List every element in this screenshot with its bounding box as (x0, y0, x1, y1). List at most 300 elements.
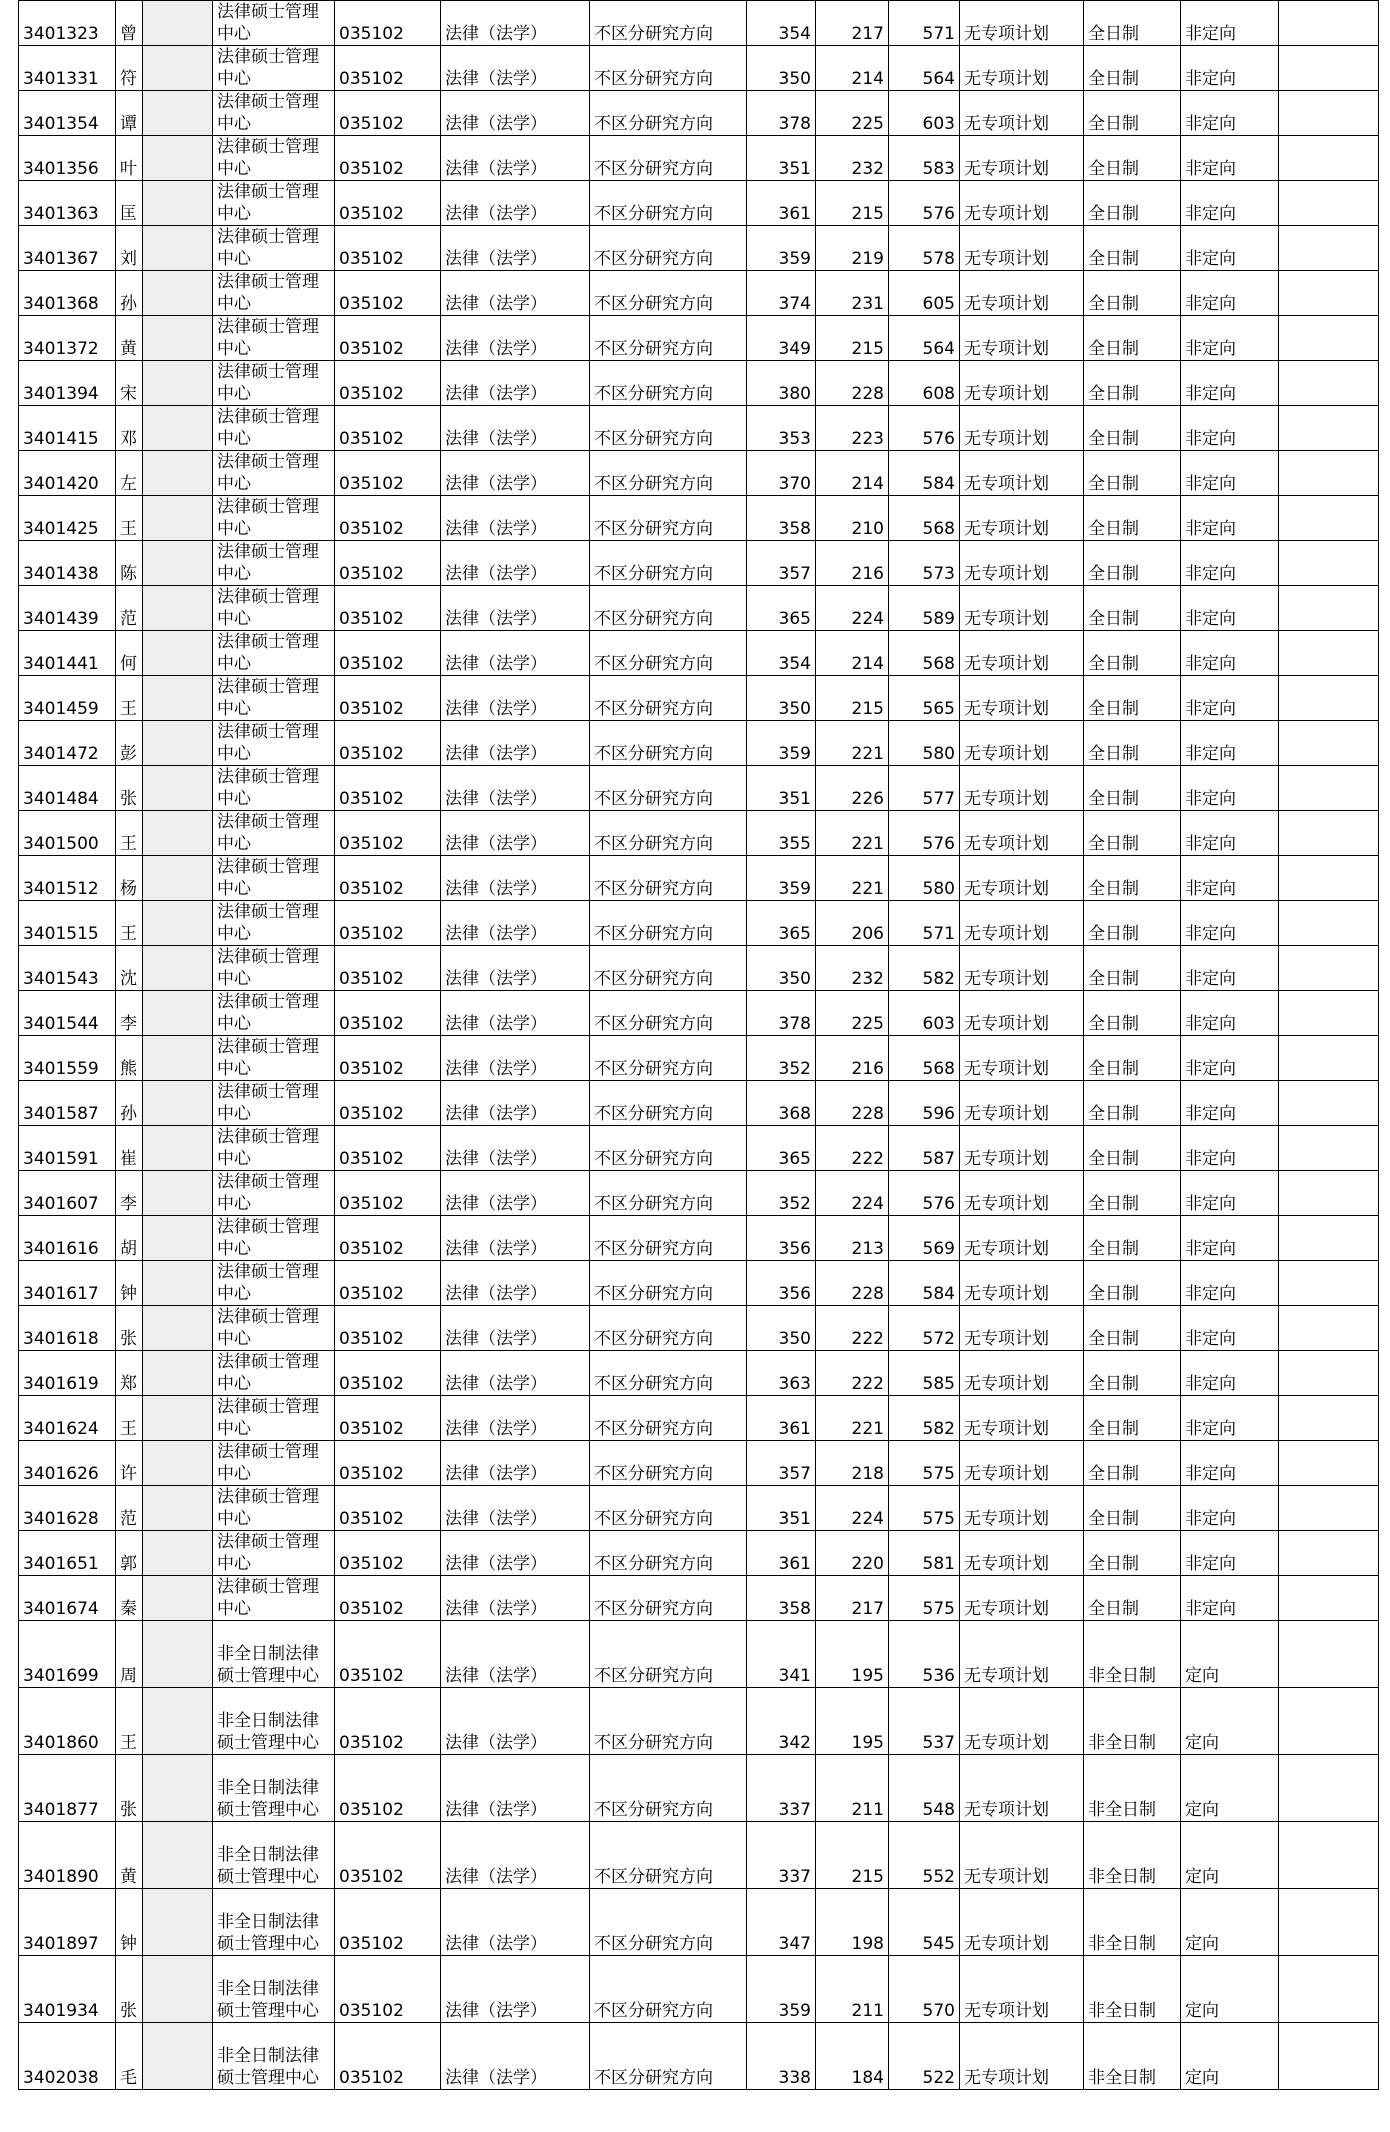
cell-name: 张 (116, 1956, 143, 2023)
cell-study-mode: 全日制 (1084, 586, 1181, 631)
cell-score-2: 232 (816, 136, 889, 181)
cell-department: 法律硕士管理中心 (213, 991, 335, 1036)
cell-score-1: 354 (747, 1, 816, 46)
cell-total-score: 575 (889, 1486, 960, 1531)
cell-remarks (1279, 541, 1379, 586)
cell-redacted (143, 1441, 213, 1486)
cell-special-plan: 无专项计划 (960, 1889, 1084, 1956)
cell-total-score: 568 (889, 1036, 960, 1081)
table-row (19, 1889, 1379, 1956)
cell-total-score: 522 (889, 2023, 960, 2090)
cell-name: 宋 (116, 361, 143, 406)
cell-redacted (143, 676, 213, 721)
cell-remarks (1279, 991, 1379, 1036)
cell-score-2: 218 (816, 1441, 889, 1486)
cell-study-mode: 非全日制 (1084, 2023, 1181, 2090)
cell-candidate-id: 3401372 (19, 316, 116, 361)
cell-department: 法律硕士管理中心 (213, 451, 335, 496)
cell-remarks (1279, 226, 1379, 271)
cell-score-2: 222 (816, 1306, 889, 1351)
cell-study-mode: 非全日制 (1084, 1889, 1181, 1956)
cell-major-code: 035102 (335, 406, 441, 451)
cell-name: 叶 (116, 136, 143, 181)
cell-special-plan: 无专项计划 (960, 1956, 1084, 2023)
cell-total-score: 580 (889, 856, 960, 901)
cell-special-plan: 无专项计划 (960, 271, 1084, 316)
cell-name: 许 (116, 1441, 143, 1486)
cell-special-plan: 无专项计划 (960, 856, 1084, 901)
cell-name: 王 (116, 901, 143, 946)
cell-candidate-id: 3401651 (19, 1531, 116, 1576)
cell-major-code: 035102 (335, 1688, 441, 1755)
cell-orientation: 非定向 (1181, 901, 1279, 946)
cell-name: 熊 (116, 1036, 143, 1081)
cell-special-plan: 无专项计划 (960, 811, 1084, 856)
cell-candidate-id: 3401425 (19, 496, 116, 541)
cell-department: 法律硕士管理中心 (213, 1, 335, 46)
cell-candidate-id: 3401459 (19, 676, 116, 721)
cell-study-mode: 全日制 (1084, 1441, 1181, 1486)
cell-major: 法律（法学） (441, 361, 590, 406)
cell-candidate-id: 3401591 (19, 1126, 116, 1171)
cell-major: 法律（法学） (441, 1, 590, 46)
cell-redacted (143, 361, 213, 406)
cell-department: 法律硕士管理中心 (213, 1531, 335, 1576)
cell-name: 黄 (116, 1822, 143, 1889)
table-row (19, 91, 1379, 136)
cell-score-1: 352 (747, 1171, 816, 1216)
cell-redacted (143, 856, 213, 901)
cell-remarks (1279, 1688, 1379, 1755)
cell-major: 法律（法学） (441, 1531, 590, 1576)
cell-redacted (143, 1396, 213, 1441)
cell-major-code: 035102 (335, 1126, 441, 1171)
cell-score-1: 374 (747, 271, 816, 316)
cell-study-mode: 全日制 (1084, 1576, 1181, 1621)
cell-total-score: 536 (889, 1621, 960, 1688)
cell-remarks (1279, 2023, 1379, 2090)
cell-score-2: 216 (816, 1036, 889, 1081)
cell-direction: 不区分研究方向 (590, 1889, 747, 1956)
cell-score-2: 211 (816, 1956, 889, 2023)
cell-score-2: 217 (816, 1, 889, 46)
cell-name: 王 (116, 1396, 143, 1441)
table-row (19, 541, 1379, 586)
table-row (19, 1688, 1379, 1755)
cell-study-mode: 全日制 (1084, 1216, 1181, 1261)
cell-special-plan: 无专项计划 (960, 1822, 1084, 1889)
cell-total-score: 576 (889, 406, 960, 451)
cell-major: 法律（法学） (441, 856, 590, 901)
cell-redacted (143, 1822, 213, 1889)
cell-special-plan: 无专项计划 (960, 541, 1084, 586)
cell-special-plan: 无专项计划 (960, 1621, 1084, 1688)
cell-major-code: 035102 (335, 586, 441, 631)
cell-department: 法律硕士管理中心 (213, 1396, 335, 1441)
cell-direction: 不区分研究方向 (590, 586, 747, 631)
table-row (19, 2023, 1379, 2090)
cell-study-mode: 全日制 (1084, 496, 1181, 541)
table-row (19, 1822, 1379, 1889)
cell-direction: 不区分研究方向 (590, 1126, 747, 1171)
cell-major: 法律（法学） (441, 1396, 590, 1441)
cell-orientation: 非定向 (1181, 1441, 1279, 1486)
cell-study-mode: 全日制 (1084, 811, 1181, 856)
cell-total-score: 582 (889, 946, 960, 991)
cell-total-score: 569 (889, 1216, 960, 1261)
cell-score-2: 222 (816, 1351, 889, 1396)
cell-score-1: 361 (747, 181, 816, 226)
cell-major-code: 035102 (335, 721, 441, 766)
cell-redacted (143, 136, 213, 181)
cell-score-1: 361 (747, 1396, 816, 1441)
cell-candidate-id: 3401587 (19, 1081, 116, 1126)
cell-total-score: 564 (889, 316, 960, 361)
cell-redacted (143, 811, 213, 856)
cell-orientation: 非定向 (1181, 496, 1279, 541)
cell-redacted (143, 181, 213, 226)
cell-redacted (143, 46, 213, 91)
cell-score-1: 361 (747, 1531, 816, 1576)
cell-redacted (143, 1889, 213, 1956)
cell-orientation: 非定向 (1181, 1126, 1279, 1171)
cell-candidate-id: 3401618 (19, 1306, 116, 1351)
cell-score-1: 363 (747, 1351, 816, 1396)
cell-score-2: 215 (816, 1822, 889, 1889)
cell-special-plan: 无专项计划 (960, 1576, 1084, 1621)
cell-name: 曾 (116, 1, 143, 46)
cell-name: 彭 (116, 721, 143, 766)
table-row (19, 406, 1379, 451)
cell-major: 法律（法学） (441, 1889, 590, 1956)
cell-score-2: 184 (816, 2023, 889, 2090)
cell-major-code: 035102 (335, 1, 441, 46)
cell-orientation: 非定向 (1181, 1216, 1279, 1261)
cell-major: 法律（法学） (441, 1755, 590, 1822)
cell-total-score: 584 (889, 451, 960, 496)
cell-major-code: 035102 (335, 676, 441, 721)
cell-total-score: 575 (889, 1441, 960, 1486)
cell-remarks (1279, 1396, 1379, 1441)
cell-major-code: 035102 (335, 1822, 441, 1889)
cell-direction: 不区分研究方向 (590, 1216, 747, 1261)
table-row (19, 1, 1379, 46)
cell-total-score: 571 (889, 901, 960, 946)
cell-orientation: 非定向 (1181, 1351, 1279, 1396)
cell-major: 法律（法学） (441, 451, 590, 496)
cell-department: 法律硕士管理中心 (213, 586, 335, 631)
cell-special-plan: 无专项计划 (960, 631, 1084, 676)
cell-major: 法律（法学） (441, 46, 590, 91)
cell-score-2: 223 (816, 406, 889, 451)
cell-orientation: 定向 (1181, 1621, 1279, 1688)
cell-study-mode: 全日制 (1084, 946, 1181, 991)
cell-name: 胡 (116, 1216, 143, 1261)
cell-orientation: 非定向 (1181, 541, 1279, 586)
cell-score-2: 232 (816, 946, 889, 991)
cell-major: 法律（法学） (441, 406, 590, 451)
cell-direction: 不区分研究方向 (590, 1171, 747, 1216)
cell-special-plan: 无专项计划 (960, 721, 1084, 766)
cell-major-code: 035102 (335, 1531, 441, 1576)
cell-study-mode: 全日制 (1084, 271, 1181, 316)
cell-score-2: 211 (816, 1755, 889, 1822)
cell-score-1: 359 (747, 721, 816, 766)
cell-department: 法律硕士管理中心 (213, 541, 335, 586)
cell-total-score: 584 (889, 1261, 960, 1306)
cell-name: 崔 (116, 1126, 143, 1171)
cell-direction: 不区分研究方向 (590, 1396, 747, 1441)
cell-department: 法律硕士管理中心 (213, 721, 335, 766)
cell-remarks (1279, 1621, 1379, 1688)
cell-major-code: 035102 (335, 181, 441, 226)
table-row (19, 451, 1379, 496)
cell-score-2: 224 (816, 1486, 889, 1531)
cell-redacted (143, 91, 213, 136)
cell-direction: 不区分研究方向 (590, 1755, 747, 1822)
cell-redacted (143, 451, 213, 496)
cell-direction: 不区分研究方向 (590, 226, 747, 271)
cell-study-mode: 全日制 (1084, 46, 1181, 91)
cell-special-plan: 无专项计划 (960, 406, 1084, 451)
cell-orientation: 定向 (1181, 1755, 1279, 1822)
cell-remarks (1279, 1036, 1379, 1081)
cell-major-code: 035102 (335, 2023, 441, 2090)
cell-candidate-id: 3401890 (19, 1822, 116, 1889)
cell-score-1: 350 (747, 46, 816, 91)
cell-major: 法律（法学） (441, 316, 590, 361)
cell-major-code: 035102 (335, 541, 441, 586)
cell-redacted (143, 1036, 213, 1081)
cell-remarks (1279, 1261, 1379, 1306)
cell-candidate-id: 3401515 (19, 901, 116, 946)
cell-candidate-id: 3401356 (19, 136, 116, 181)
cell-remarks (1279, 46, 1379, 91)
cell-score-1: 378 (747, 91, 816, 136)
cell-department: 法律硕士管理中心 (213, 766, 335, 811)
cell-total-score: 581 (889, 1531, 960, 1576)
cell-department: 法律硕士管理中心 (213, 856, 335, 901)
cell-name: 钟 (116, 1261, 143, 1306)
cell-score-2: 221 (816, 721, 889, 766)
table-row (19, 766, 1379, 811)
cell-remarks (1279, 361, 1379, 406)
cell-special-plan: 无专项计划 (960, 316, 1084, 361)
cell-direction: 不区分研究方向 (590, 316, 747, 361)
cell-total-score: 583 (889, 136, 960, 181)
cell-score-1: 356 (747, 1261, 816, 1306)
cell-redacted (143, 1171, 213, 1216)
cell-major-code: 035102 (335, 766, 441, 811)
cell-remarks (1279, 1126, 1379, 1171)
cell-total-score: 573 (889, 541, 960, 586)
cell-study-mode: 全日制 (1084, 1081, 1181, 1126)
cell-direction: 不区分研究方向 (590, 1081, 747, 1126)
cell-candidate-id: 3401934 (19, 1956, 116, 2023)
cell-special-plan: 无专项计划 (960, 1, 1084, 46)
cell-remarks (1279, 451, 1379, 496)
cell-direction: 不区分研究方向 (590, 496, 747, 541)
cell-score-2: 214 (816, 46, 889, 91)
cell-special-plan: 无专项计划 (960, 226, 1084, 271)
cell-total-score: 589 (889, 586, 960, 631)
cell-remarks (1279, 766, 1379, 811)
cell-name: 郭 (116, 1531, 143, 1576)
cell-total-score: 548 (889, 1755, 960, 1822)
cell-direction: 不区分研究方向 (590, 451, 747, 496)
cell-orientation: 非定向 (1181, 991, 1279, 1036)
cell-major-code: 035102 (335, 1036, 441, 1081)
cell-major: 法律（法学） (441, 766, 590, 811)
cell-special-plan: 无专项计划 (960, 1216, 1084, 1261)
cell-score-2: 217 (816, 1576, 889, 1621)
cell-special-plan: 无专项计划 (960, 1755, 1084, 1822)
cell-department: 法律硕士管理中心 (213, 1261, 335, 1306)
cell-major-code: 035102 (335, 1351, 441, 1396)
cell-study-mode: 全日制 (1084, 991, 1181, 1036)
cell-name: 王 (116, 811, 143, 856)
cell-major-code: 035102 (335, 1441, 441, 1486)
cell-major-code: 035102 (335, 1216, 441, 1261)
cell-special-plan: 无专项计划 (960, 946, 1084, 991)
cell-study-mode: 全日制 (1084, 451, 1181, 496)
cell-major: 法律（法学） (441, 1956, 590, 2023)
cell-study-mode: 全日制 (1084, 766, 1181, 811)
cell-score-1: 380 (747, 361, 816, 406)
cell-department: 法律硕士管理中心 (213, 1081, 335, 1126)
cell-score-1: 352 (747, 1036, 816, 1081)
cell-candidate-id: 3401394 (19, 361, 116, 406)
table-row (19, 676, 1379, 721)
cell-name: 范 (116, 1486, 143, 1531)
table-row (19, 1531, 1379, 1576)
cell-study-mode: 全日制 (1084, 316, 1181, 361)
cell-direction: 不区分研究方向 (590, 541, 747, 586)
cell-total-score: 585 (889, 1351, 960, 1396)
cell-candidate-id: 3401323 (19, 1, 116, 46)
cell-orientation: 非定向 (1181, 1396, 1279, 1441)
table-row (19, 1486, 1379, 1531)
table-row (19, 946, 1379, 991)
cell-redacted (143, 496, 213, 541)
cell-score-2: 220 (816, 1531, 889, 1576)
cell-total-score: 576 (889, 811, 960, 856)
cell-score-1: 365 (747, 586, 816, 631)
cell-remarks (1279, 1081, 1379, 1126)
cell-study-mode: 全日制 (1084, 361, 1181, 406)
cell-remarks (1279, 1306, 1379, 1351)
cell-remarks (1279, 271, 1379, 316)
cell-study-mode: 全日制 (1084, 1, 1181, 46)
cell-score-2: 221 (816, 1396, 889, 1441)
cell-special-plan: 无专项计划 (960, 1396, 1084, 1441)
cell-study-mode: 全日制 (1084, 901, 1181, 946)
cell-score-1: 359 (747, 856, 816, 901)
cell-department: 法律硕士管理中心 (213, 631, 335, 676)
cell-redacted (143, 991, 213, 1036)
cell-candidate-id: 3401626 (19, 1441, 116, 1486)
cell-major: 法律（法学） (441, 226, 590, 271)
cell-major: 法律（法学） (441, 676, 590, 721)
cell-department: 法律硕士管理中心 (213, 406, 335, 451)
cell-orientation: 非定向 (1181, 1036, 1279, 1081)
cell-redacted (143, 1486, 213, 1531)
cell-special-plan: 无专项计划 (960, 586, 1084, 631)
cell-redacted (143, 541, 213, 586)
cell-direction: 不区分研究方向 (590, 1822, 747, 1889)
cell-remarks (1279, 721, 1379, 766)
cell-candidate-id: 3401441 (19, 631, 116, 676)
cell-department: 非全日制法律硕士管理中心 (213, 1956, 335, 2023)
cell-orientation: 非定向 (1181, 676, 1279, 721)
cell-remarks (1279, 496, 1379, 541)
cell-direction: 不区分研究方向 (590, 1576, 747, 1621)
cell-name: 匡 (116, 181, 143, 226)
cell-direction: 不区分研究方向 (590, 676, 747, 721)
table-row (19, 1441, 1379, 1486)
cell-orientation: 非定向 (1181, 361, 1279, 406)
cell-department: 法律硕士管理中心 (213, 811, 335, 856)
cell-major-code: 035102 (335, 901, 441, 946)
cell-orientation: 定向 (1181, 1889, 1279, 1956)
cell-major: 法律（法学） (441, 1171, 590, 1216)
cell-department: 法律硕士管理中心 (213, 496, 335, 541)
cell-department: 法律硕士管理中心 (213, 1036, 335, 1081)
cell-major-code: 035102 (335, 1171, 441, 1216)
cell-study-mode: 全日制 (1084, 1126, 1181, 1171)
cell-candidate-id: 3401624 (19, 1396, 116, 1441)
cell-candidate-id: 3401363 (19, 181, 116, 226)
cell-redacted (143, 946, 213, 991)
table-row (19, 586, 1379, 631)
cell-study-mode: 全日制 (1084, 1171, 1181, 1216)
cell-major-code: 035102 (335, 136, 441, 181)
admission-score-table (18, 0, 1379, 2090)
cell-special-plan: 无专项计划 (960, 1126, 1084, 1171)
cell-major-code: 035102 (335, 991, 441, 1036)
cell-score-1: 378 (747, 991, 816, 1036)
cell-remarks (1279, 1956, 1379, 2023)
cell-candidate-id: 3401484 (19, 766, 116, 811)
cell-total-score: 578 (889, 226, 960, 271)
cell-total-score: 603 (889, 91, 960, 136)
table-row (19, 226, 1379, 271)
table-row (19, 721, 1379, 766)
cell-major-code: 035102 (335, 1306, 441, 1351)
cell-special-plan: 无专项计划 (960, 1081, 1084, 1126)
cell-study-mode: 全日制 (1084, 91, 1181, 136)
cell-candidate-id: 3401512 (19, 856, 116, 901)
cell-major-code: 035102 (335, 1889, 441, 1956)
cell-special-plan: 无专项计划 (960, 1171, 1084, 1216)
cell-score-1: 359 (747, 226, 816, 271)
cell-orientation: 非定向 (1181, 1306, 1279, 1351)
cell-study-mode: 非全日制 (1084, 1956, 1181, 2023)
cell-name: 毛 (116, 2023, 143, 2090)
cell-department: 法律硕士管理中心 (213, 316, 335, 361)
cell-score-2: 224 (816, 1171, 889, 1216)
cell-orientation: 非定向 (1181, 226, 1279, 271)
cell-candidate-id: 3401500 (19, 811, 116, 856)
cell-major: 法律（法学） (441, 946, 590, 991)
cell-remarks (1279, 1889, 1379, 1956)
cell-orientation: 非定向 (1181, 631, 1279, 676)
cell-orientation: 非定向 (1181, 811, 1279, 856)
cell-redacted (143, 1956, 213, 2023)
cell-total-score: 596 (889, 1081, 960, 1126)
cell-major: 法律（法学） (441, 1126, 590, 1171)
cell-department: 法律硕士管理中心 (213, 1351, 335, 1396)
